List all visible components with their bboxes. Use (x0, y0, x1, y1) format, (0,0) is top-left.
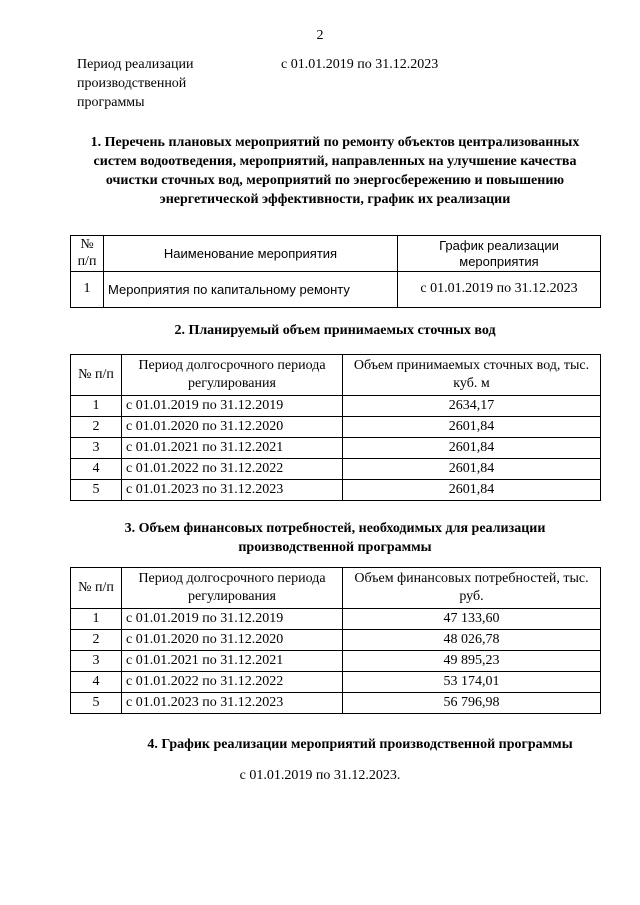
cell-schedule: с 01.01.2019 по 31.12.2023 (398, 272, 601, 308)
page-number: 2 (316, 28, 324, 43)
table-header-row (71, 355, 601, 396)
table-row (71, 272, 601, 308)
cell-num: 2 (71, 630, 122, 651)
header-num: № п/п (71, 568, 122, 609)
cell-period: с 01.01.2019 по 31.12.2019 (122, 609, 343, 630)
table-row (71, 693, 601, 714)
cell-num: 3 (71, 651, 122, 672)
section-3-title: 3. Объем финансовых потребностей, необходимых для реализации производственной программы (124, 521, 546, 555)
cell-financial-volume: 47 133,60 (343, 609, 601, 630)
cell-period: с 01.01.2021 по 31.12.2021 (122, 651, 343, 672)
table-row (71, 396, 601, 417)
table-row (71, 417, 601, 438)
cell-num: 5 (71, 480, 122, 501)
table-row (71, 480, 601, 501)
cell-financial-volume: 53 174,01 (343, 672, 601, 693)
program-period-label: Период реализации производственной программы (77, 57, 194, 110)
cell-num: 1 (71, 609, 122, 630)
financial-needs-table (70, 567, 601, 714)
header-schedule: График реализации мероприятия (398, 236, 601, 272)
cell-financial-volume: 56 796,98 (343, 693, 601, 714)
cell-period: с 01.01.2023 по 31.12.2023 (122, 693, 343, 714)
table-row (71, 630, 601, 651)
table-row (71, 672, 601, 693)
cell-volume: 2601,84 (343, 417, 601, 438)
cell-num: 4 (71, 459, 122, 480)
cell-period: с 01.01.2022 по 31.12.2022 (122, 459, 343, 480)
table-row (71, 609, 601, 630)
header-period: Период долгосрочного периода регулирования (122, 568, 343, 609)
program-period-value: с 01.01.2019 по 31.12.2023 (281, 57, 439, 72)
cell-period: с 01.01.2021 по 31.12.2021 (122, 438, 343, 459)
cell-volume: 2634,17 (343, 396, 601, 417)
cell-period: с 01.01.2020 по 31.12.2020 (122, 417, 343, 438)
header-volume: Объем принимаемых сточных вод, тыс. куб. м (343, 355, 601, 396)
cell-num: 4 (71, 672, 122, 693)
cell-num: 1 (71, 396, 122, 417)
header-period: Период долгосрочного периода регулирования (122, 355, 343, 396)
header-num: № п/п (71, 355, 122, 396)
section-1-title: 1. Перечень плановых мероприятий по ремонту объектов централизованных систем водоотведения, мероприятий, направленных на улучшение качества очистки сточных вод, мероприятий по энергосбережению и повышению энергетической эффективности, график их реализации (90, 135, 580, 207)
table-row (71, 438, 601, 459)
header-measure-name: Наименование мероприятия (104, 236, 398, 272)
section-2-title: 2. Планируемый объем принимаемых сточных вод (174, 323, 496, 338)
header-financial-volume: Объем финансовых потребностей, тыс. руб. (343, 568, 601, 609)
cell-period: с 01.01.2023 по 31.12.2023 (122, 480, 343, 501)
cell-financial-volume: 48 026,78 (343, 630, 601, 651)
cell-volume: 2601,84 (343, 438, 601, 459)
header-num: № п/п (71, 236, 104, 272)
measures-table (70, 235, 601, 308)
table-row (71, 651, 601, 672)
cell-num: 3 (71, 438, 122, 459)
cell-period: с 01.01.2020 по 31.12.2020 (122, 630, 343, 651)
table-header-row (71, 236, 601, 272)
cell-financial-volume: 49 895,23 (343, 651, 601, 672)
section-4-period: с 01.01.2019 по 31.12.2023. (239, 768, 401, 783)
table-header-row (71, 568, 601, 609)
section-4-title: 4. График реализации мероприятий производственной программы (147, 737, 573, 752)
cell-num: 1 (71, 272, 104, 308)
cell-volume: 2601,84 (343, 480, 601, 501)
wastewater-volume-table (70, 354, 601, 501)
cell-measure-name: Мероприятия по капитальному ремонту (104, 272, 398, 308)
cell-period: с 01.01.2019 по 31.12.2019 (122, 396, 343, 417)
cell-volume: 2601,84 (343, 459, 601, 480)
cell-num: 5 (71, 693, 122, 714)
cell-period: с 01.01.2022 по 31.12.2022 (122, 672, 343, 693)
table-row (71, 459, 601, 480)
cell-num: 2 (71, 417, 122, 438)
